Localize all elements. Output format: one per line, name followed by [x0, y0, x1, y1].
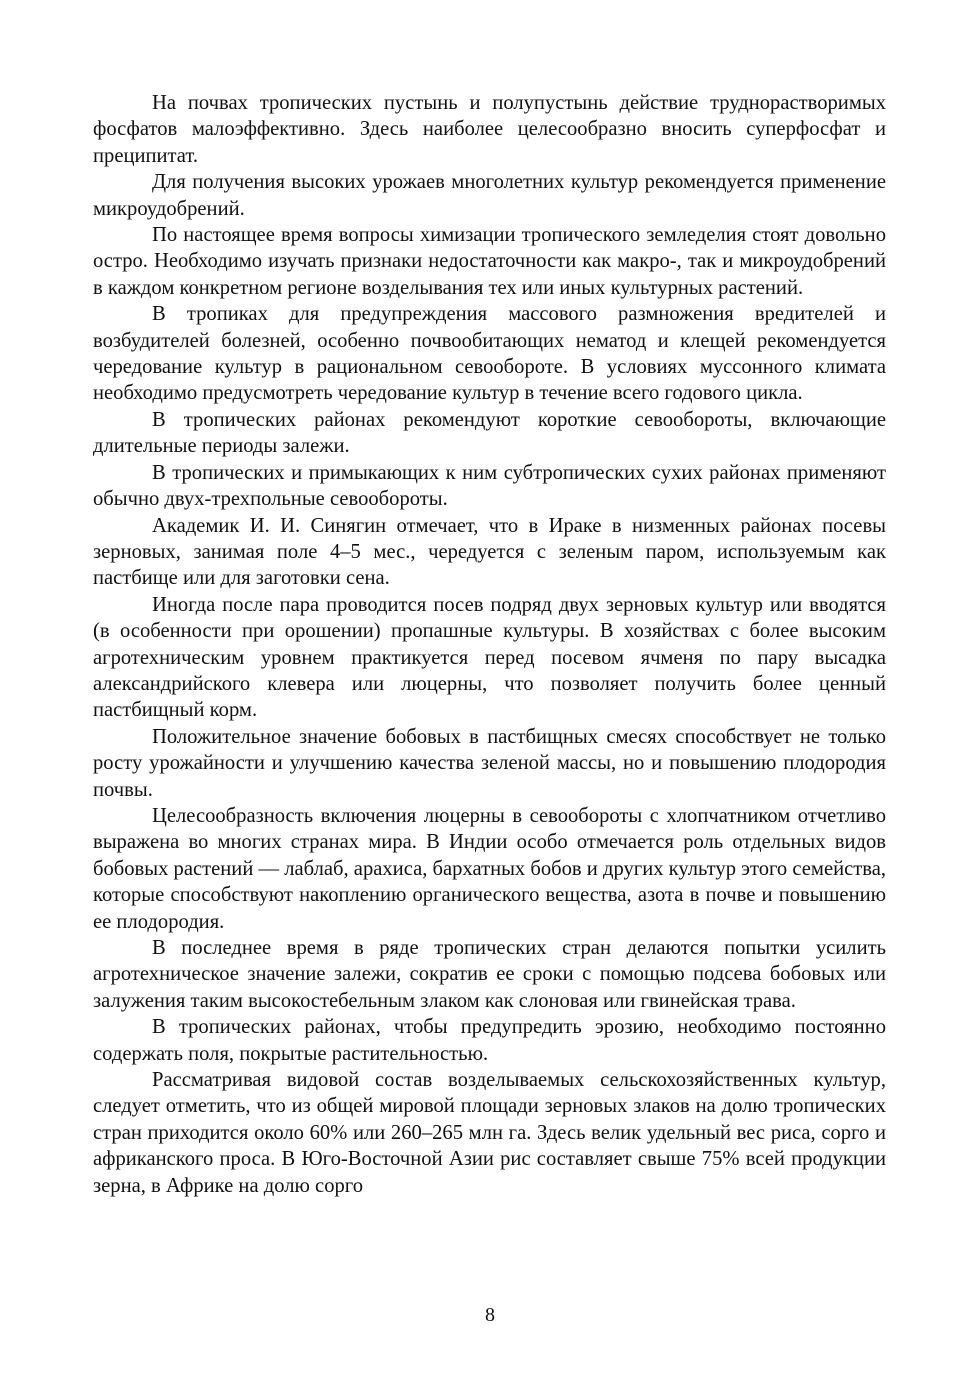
paragraph-6: В тропических и примыкающих к ним субтропических сухих районах применяют обычно двух-трехпольные севообороты. [93, 461, 886, 511]
paragraph-10: Целесообразность включения люцерны в севообороты с хлопчатником отчетливо выражена во многих странах мира. В Индии особо отмечается роль отдельных видов бобовых растений — лаблаб, арахиса, бархатных бобов и других культур этого семейства, которые способствуют накоплению органического вещества, азота в почве и повышению ее плодородия. [93, 804, 886, 933]
paragraph-12: В тропических районах, чтобы предупредить эрозию, необходимо постоянно содержать поля, покрытые растительностью. [93, 1016, 886, 1065]
paragraph-11: В последнее время в ряде тропических стран делаются попытки усилить агротехническое значение залежи, сократив ее сроки с помощью подсева бобовых или залужения таким высокостебельным злаком как слоновая или гвинейская трава. [93, 937, 886, 1012]
paragraph-2: Для получения высоких урожаев многолетних культур рекомендуется применение микроудобрений. [93, 171, 886, 220]
page-body [93, 90, 886, 1199]
paragraph-1: На почвах тропических пустынь и полупустынь действие труднорастворимых фосфатов малоэффективно. Здесь наиболее целесообразно вносить суперфосфат и преципитат. [93, 92, 886, 167]
paragraph-8: Иногда после пара проводится посев подряд двух зерновых культур или вводятся (в особенности при орошении) пропашные культуры. В хозяйствах с более высоким агротехническим уровнем практикуется перед посевом ячменя по пару высадка александрийского клевера или люцерны, что позволяет получить более ценный пастбищный корм. [93, 593, 886, 722]
paragraph-4: В тропиках для предупреждения массового размножения вредителей и возбудителей болезней, особенно почвообитающих нематод и клещей рекомендуется чередование культур в рациональном севообороте. В условиях муссонного климата необходимо предусмотреть чередование культур в течение всего годового цикла. [93, 303, 886, 405]
paragraph-9: Положительное значение бобовых в пастбищных смесях способствует не только росту урожайности и улучшению качества зеленой массы, но и повышению плодородия почвы. [93, 725, 886, 801]
page-number: 8 [485, 1304, 495, 1326]
paragraph-3: По настоящее время вопросы химизации тропического земледелия стоят довольно остро. Необходимо изучать признаки недостаточности как макро-, так и микроудобрений в каждом конкретном регионе возделывания тех или иных культурных растений. [93, 224, 886, 299]
paragraph-5: В тропических районах рекомендуют короткие севообороты, включающие длительные периоды залежи. [93, 408, 886, 458]
paragraph-7: Академик И. И. Синягин отмечает, что в Ираке в низменных районах посевы зерновых, занимая поле 4–5 мес., чередуется с зеленым паром, используемым как пастбище или для заготовки сена. [93, 514, 886, 590]
paragraph-13: Рассматривая видовой состав возделываемых сельскохозяйственных культур, следует отметить, что из общей мировой площади зерновых злаков на долю тропических стран приходится около 60% или 260–265 млн га. Здесь велик удельный вес риса, сорго и африканского проса. В Юго-Восточной Азии рис составляет свыше 75% всей продукции зерна, в Африке на долю сорго [93, 1069, 886, 1197]
